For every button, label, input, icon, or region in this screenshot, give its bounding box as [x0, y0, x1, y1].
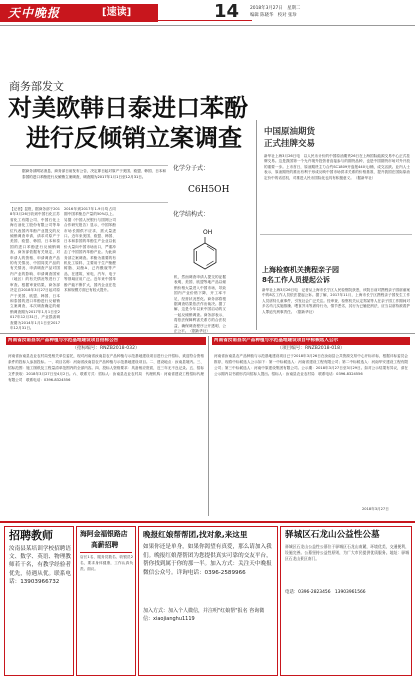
ad4-text: 驿城区石龙山公益性公墓位于驿城区石龙山南麓，环境优美，交通便利，设施完善。公墓坚持公益性原则，为广大市民提供优质服务。地址：驿城区石龙山景区南门。: [285, 544, 409, 561]
right-notice-sub: （项目编号：RNZB2018-018）: [277, 346, 345, 351]
notices-top-rule: [0, 333, 415, 334]
ad1-text: 汝南县某培训学校招聘语文、数学、英语、物理教师若干名，有教学经验者优先，待遇从优。联系电话：13903966732: [9, 546, 71, 585]
ad-store-recruit: [76, 526, 136, 676]
main-article: [0, 28, 262, 333]
article-column-1: 【记者】昆报，据商务部于2018年3月26日收到中国石化江苏省化工有限公司、中国石化上海石油化工股份有限公司等单位代表国内苯酚产业提交的反倾销调查申请，请求对原产于美国、欧盟、韩国、日本和泰国的进口苯酚进行反倾销调查。商务部依据有关规定，对申请人的资格、申请调查产品的有关情况、中国同类产品的有关情况、申请调查产品对国内产业的影响、申请调查国家（地区）的有关情况等进行了审查。根据审查结果，商务部决定自2018年3月27日起对原产于美国、欧盟、韩国、日本和泰国的进口苯酚进行反倾销立案调查，本次调查确定的倾销调查期为2017年1月1日至2017年12月31日，产业损害调查期为2014年1月1日至2017年12月31日。: [10, 207, 60, 330]
ads-top-rule: [0, 521, 415, 523]
column-divider: [256, 120, 257, 330]
summary-text: 据商务部网站消息，商务部日前发布公告，决定即日起对原产于美国、欧盟、韩国、日本和泰国的进口苯酚进行反倾销立案调查，调查期为2017年1月1日至12月31日。: [22, 169, 166, 179]
notices-section: [0, 333, 415, 518]
editor-line: 编辑 陈晓华 校对 张珍: [250, 13, 297, 18]
ad-cemetery: [280, 526, 412, 676]
article2-title-2: 8名工作人员提起公诉: [262, 276, 330, 284]
formula-label: 化学分子式：: [173, 165, 210, 172]
right-notice-date: 2018年3月27日: [362, 507, 389, 511]
notices-divider: [208, 336, 209, 516]
ad4-title: 驿城区石龙山公益性公墓: [285, 530, 380, 540]
ad2-sub: 高薪招聘: [91, 541, 119, 549]
right-notice-title: 河南省汝南县农产品种植与示范基地建设项目中标候选人公示: [214, 338, 339, 343]
article-column-2: 2016年到2017年1-9月均占同期中国苯酚总产量的50%以上。另据《中国人民银行与国网公司合作研究报告》显示，中国苯酚市场长期供不应求，需大量进口。近年来美国、欧盟、韩国、日本和泰国的苯酚生产企业以低价大量向中国市场出口，严重冲击了中国国内苯酚产业。为此商务部立案调查。苯酚为重要的有机化工原料，主要用于生产酚醛树脂、双酚A、己内酰胺等产品，在建筑、家电、汽车、电子等领域应用广泛。近年来中国苯酚产能不断扩大，国内企业在技术和规模方面已有较大提升。: [64, 207, 116, 293]
ad3-contact: 加入方式：加入个人微信，并注明"红娘帮"报名 咨询微信：xiaojianghu1119: [143, 608, 265, 622]
summary-box: [10, 165, 168, 203]
ad2-divider: [80, 552, 132, 553]
left-notice-title: 河南省汝南县农产品种植与示范基地建设项目招标公告: [8, 338, 119, 343]
ad4-phone: 电话：0396-2823456 13903961566: [285, 590, 366, 595]
ad-matchmaking: [138, 526, 278, 676]
left-notice-sub: （招标编号：RNZB2018-032）: [72, 346, 140, 351]
date-line: 2018年3月27日 星期二: [250, 6, 301, 11]
kicker: 商务部发文: [9, 80, 64, 93]
ad-teacher-recruit: [4, 526, 74, 676]
section-tag: [速读]: [102, 7, 132, 18]
masthead-bottom-rule: [0, 25, 415, 26]
left-notice-text: 河南省汝南县农业农村局受相关单位委托，现对河南省汝南县农产品种植与示范基地建设项目进行公开招标，欢迎符合资格条件的投标人参加投标。一、项目名称：河南省汝南县农产品种植与示范基地建设项目。二、建设地点：汝南县境内。三、招标范围：施工图纸及工程量清单范围内的全部内容。四、投标人资格要求：具备相应资质，近三年无不良记录。五、招标文件获取：2018年3月27日至4月2日。六、联系方式：招标人：汝南县农业农村局 代理机构：河南省建设工程招标代理有限公司 联系电话：0396-8324556: [8, 354, 204, 382]
headline-line-1: 对美欧韩日泰进口苯酚: [8, 94, 248, 122]
article-column-3: 机，然而调查申请人提交的证据表明，美国、欧盟等地产品以倾销价格大量进入中国市场，导致国内产业价格下降，开工率不足，经营状况恶化。商务部将根据调查结果依法作出裁决。据了解，这是今年以来中国启动的又一起反倾销调查。商务部表示，将依法保障利害关系方的合法权益，确保调查程序公开透明、公正公平。（据新华社）: [174, 275, 226, 334]
structure-label: 化学结构式：: [173, 211, 210, 218]
page-number: 14: [214, 1, 240, 22]
benzene-structure-diagram: [185, 235, 225, 275]
article2-text: 新华社上海3月26日电 记者从上海市长宁区人民检察院获悉，该院日前对携程亲子园虐童案中的8名工作人员依法提起公诉。据了解，2017年11月，上海市长宁区携程亲子园发生工作人员虐待儿童事件，引发社会广泛关注。经审查，检察机关认定郑某等人在亲子园工作期间对多名幼儿实施推搡、喂食芥末等虐待行为，情节恶劣，其行为已触犯刑法，应当以虐待被看护人罪追究刑事责任。（据新华社）: [262, 288, 410, 314]
masthead: [0, 0, 415, 26]
article1-title-2: 正式挂牌交易: [264, 139, 316, 149]
masthead-logo: 天中晚报: [8, 6, 61, 20]
ads-section: [0, 521, 415, 677]
article1-title-1: 中国原油期货: [264, 127, 316, 137]
headline-line-2: 进行反倾销立案调查: [26, 124, 242, 152]
left-notice: [6, 337, 206, 517]
ad3-text: 如果你还是单身，如果你渴望有真爱，那么请加入我们。晚报红娘帮帮团为您提供真实可靠的交友平台，帮你找到属于你的那一半。加入方式：关注天中晚报微信公众号。详询电话：0396-2589966: [143, 544, 272, 576]
ad2-text: 店长1名、服务员数名、收银员2名，要求身体健康，工作认真负责。面议。: [80, 555, 133, 571]
right-divider: [260, 234, 412, 235]
article2-title-1: 上海检察机关携程亲子园: [262, 266, 339, 274]
ad1-title: 招聘教师: [9, 529, 53, 542]
structure-oh: OH: [203, 229, 213, 236]
ad2-title: 海阿金福银路店: [80, 530, 128, 538]
article1-text: 新华社上海3月26日电 以人民币计价的中国原油期货26日在上海国际能源交易中心正式挂牌交易。这是我国第一个允许境外投资者直接参与的期货品种，也是中国期货市场对外开放的重要一步。上市首日，原油期货主力合约SC1809开盘报440元/桶，成交活跃。业内人士表示，原油期货的推出有利于形成反映中国市场供求关系的价格基准，提升我国在国际原油定价中的话语权，对推进人民币国际化也具有积极意义。（据新华社）: [264, 154, 410, 180]
formula: C6H5OH: [188, 185, 230, 195]
right-notice-text: 河南省汝南县农产品种植与示范基地建设项目已于2018年3月26日在汝南县公共资源交易中心开标评标，根据评标委员会推荐，现将中标候选人公示如下：第一中标候选人：河南省建设工程有限公司；第二中标候选人：河南华安建设工程有限公司；第三中标候选人：河南中原建设集团有限公司。公示期：2018年3月27日至3月29日。如对公示结果有异议，请在公示期内以书面形式向招标人提出。招标人：汝南县农业农村局 联系电话：0396-8324556: [214, 354, 408, 376]
right-column: [258, 120, 414, 332]
right-notice: [212, 337, 410, 517]
ad3-title: 晚报红娘帮帮团,找对象,来这里: [143, 530, 248, 539]
